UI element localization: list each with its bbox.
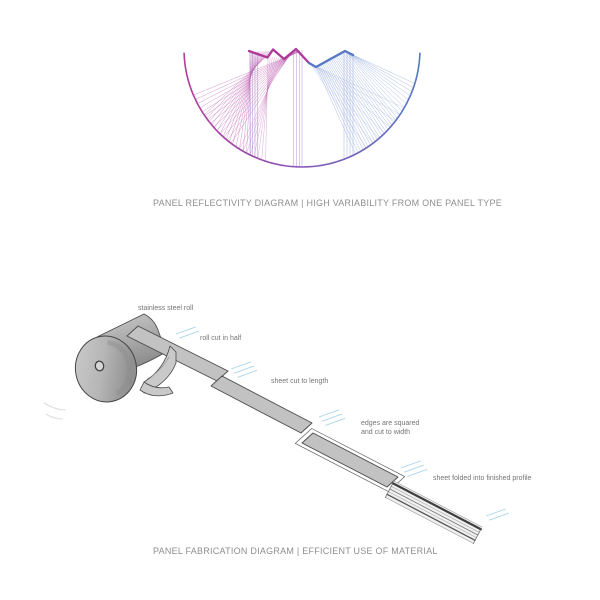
reflection-ray: [239, 52, 254, 149]
reflection-ray: [323, 62, 368, 146]
reflection-ray: [247, 52, 252, 153]
panel-fabrication-diagram: [44, 305, 532, 544]
fabrication-step-label: sheet folded into finished profile: [433, 475, 532, 482]
reflection-ray: [350, 54, 410, 96]
smudge-mark: [46, 414, 63, 419]
fabrication-step-label: and cut to width: [361, 429, 411, 436]
reflection-ray: [202, 51, 297, 112]
smudge-mark: [44, 403, 66, 410]
reflection-ray: [332, 58, 382, 136]
fabrication-step-label: roll cut in half: [200, 335, 242, 342]
reflection-ray: [243, 52, 253, 151]
profile-fold-line: [391, 486, 479, 532]
panel-reflectivity-diagram: [184, 49, 420, 167]
reflection-ray: [200, 52, 298, 108]
reflection-ray: [316, 66, 356, 154]
reflectivity-caption: PANEL REFLECTIVITY DIAGRAM | HIGH VARIABILITY FROM ONE PANEL TYPE: [153, 198, 502, 208]
profile-fold-line: [390, 489, 478, 535]
reflection-ray-fans: [193, 50, 414, 161]
reflection-ray: [210, 51, 295, 124]
profile-band: [385, 481, 482, 544]
reflection-ray: [353, 55, 415, 83]
sheet-segment: [302, 433, 398, 487]
reflection-ray: [317, 65, 358, 153]
panel-profile-segment: [309, 51, 353, 67]
fabrication-step-label: sheet cut to length: [271, 378, 329, 385]
profile-fold-line: [388, 492, 476, 538]
reflection-ray: [205, 51, 297, 116]
fabrication-step-label: stainless steel roll: [138, 305, 194, 312]
fabrication-step-label: edges are squared: [361, 420, 420, 427]
fabrication-caption: PANEL FABRICATION DIAGRAM | EFFICIENT USE OF MATERIAL: [153, 546, 438, 556]
reflection-ray: [311, 64, 373, 144]
reflection-ray: [229, 52, 258, 142]
